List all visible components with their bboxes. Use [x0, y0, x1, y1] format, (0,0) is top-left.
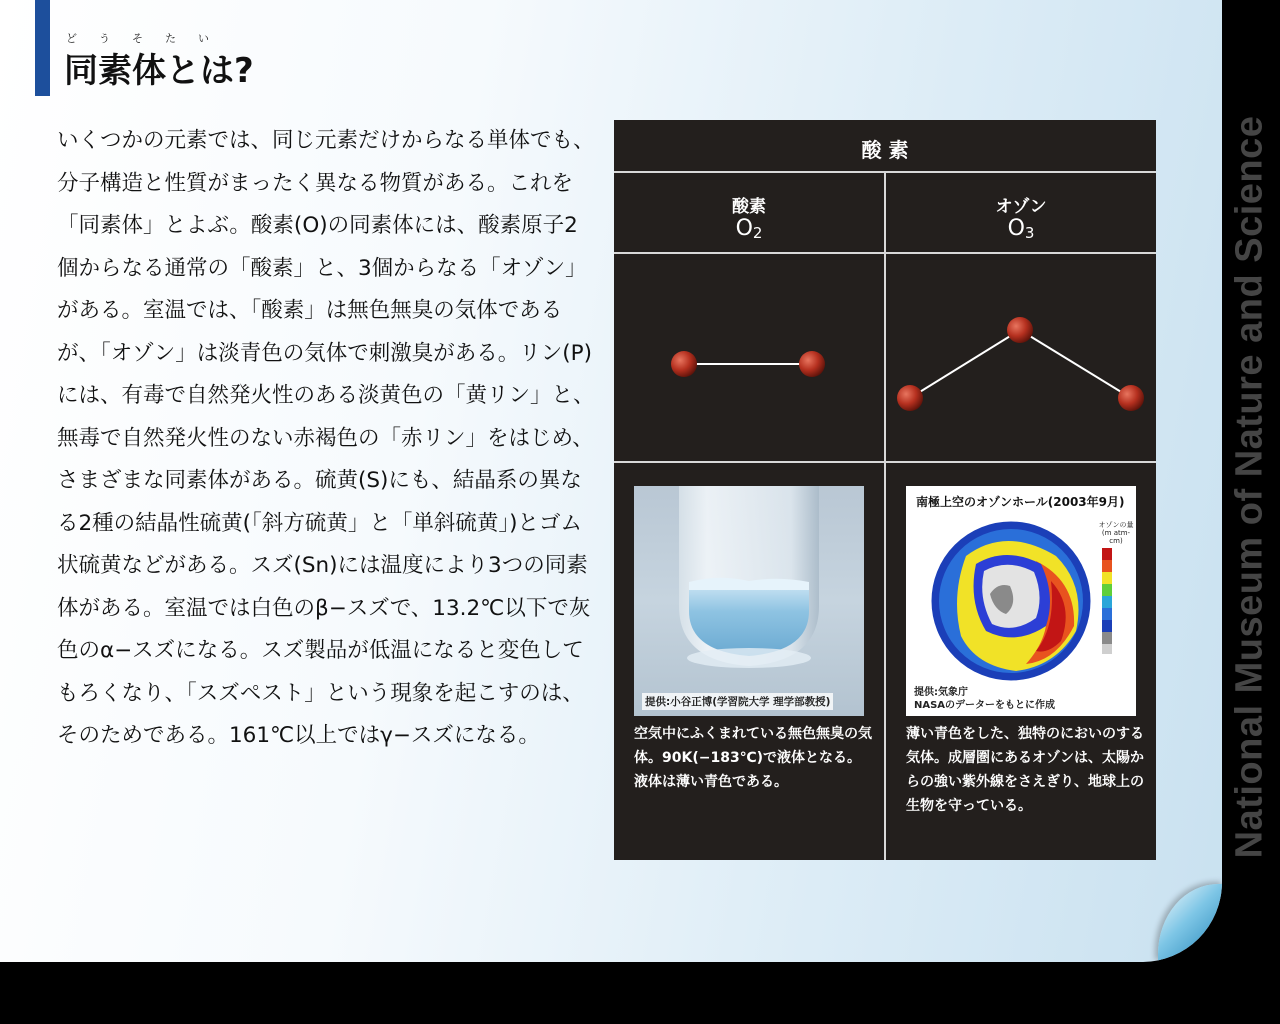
- ozone-name: オゾン: [995, 197, 1047, 217]
- title-accent-bar: [35, 0, 50, 96]
- oxygen-atom-icon: [1007, 317, 1033, 343]
- molecule-models: [614, 255, 1156, 460]
- museum-title-vertical: National Museum of Nature and Science: [1228, 115, 1271, 859]
- oxygen-molecule-model: [671, 351, 825, 377]
- title-ruby: どうそたい: [66, 32, 231, 45]
- ozone-legend: [1102, 548, 1112, 654]
- map-credit-line: NASAのデーターをもとに作成: [914, 700, 1056, 711]
- body-paragraph: いくつかの元素では、同じ元素だけからなる単体でも、分子構造と性質がまったく異なる物質がある。これを「同素体」とよぶ。酸素(O)の同素体には、酸素原子2個からなる通常の「酸素」と、3個からなる「オゾン」がある。室温では、「酸素」は無色無臭の気体であるが、「オゾン」は淡青色の気体で刺激臭がある。リン(P)には、有毒で自然発火性のある淡黄色の「黄リン」と、無毒で自然発火性のない赤褐色の「赤リン」をはじめ、さまざまな同素体がある。硫黄(S)にも、結晶系の異なる2種の結晶性硫黄(「斜方硫黄」と「単斜硫黄」)とゴム状硫黄などがある。スズ(Sn)には温度により3つの同素体がある。室温では白色のβ−スズで、13.2℃以下で灰色のα−スズになる。スズ製品が低温になると変色してもろくなり、「スズペスト」という現象を起こすのは、そのためである。161℃以上ではγ−スズになる。: [57, 128, 595, 748]
- oxygen-caption: 空気中にふくまれている無色無臭の気体。90K(−183℃)で液体となる。液体は薄い青色である。: [634, 726, 872, 790]
- test-tube-illustration: [634, 486, 864, 716]
- page-curl-corner[interactable]: [1158, 884, 1222, 962]
- ozone-hole-map: [906, 486, 1136, 716]
- oxygen-atom-icon: [897, 385, 923, 411]
- allotrope-table: [614, 120, 1156, 860]
- map-credit: [914, 686, 1055, 712]
- oxygen-atom-icon: [671, 351, 697, 377]
- oxygen-formula: $O_2$: [735, 216, 763, 242]
- photo-credit: 提供:小谷正博(学習院大学 理学部教授): [642, 693, 833, 710]
- oxygen-atom-icon: [1118, 385, 1144, 411]
- liquid-oxygen-photo: [634, 486, 864, 716]
- ozone-molecule-model: [897, 317, 1144, 411]
- map-title: 南極上空のオゾンホール(2003年9月): [916, 495, 1125, 509]
- oxygen-atom-icon: [799, 351, 825, 377]
- body-text: [57, 120, 597, 758]
- map-credit-line: 提供:気象庁: [914, 687, 968, 698]
- ozone-formula: $O_3$: [1007, 216, 1035, 242]
- table-header: 酸 素: [861, 138, 909, 162]
- oxygen-name: 酸素: [732, 197, 766, 217]
- page-title: 同素体とは?: [64, 51, 254, 91]
- ozone-caption: 薄い青色をした、独特のにおいのする気体。成層圏にあるオゾンは、太陽からの強い紫外線をさえぎり、地球上の生物を守っている。: [906, 726, 1144, 814]
- map-legend-title: オゾンの量 (m atm-cm): [1098, 521, 1134, 545]
